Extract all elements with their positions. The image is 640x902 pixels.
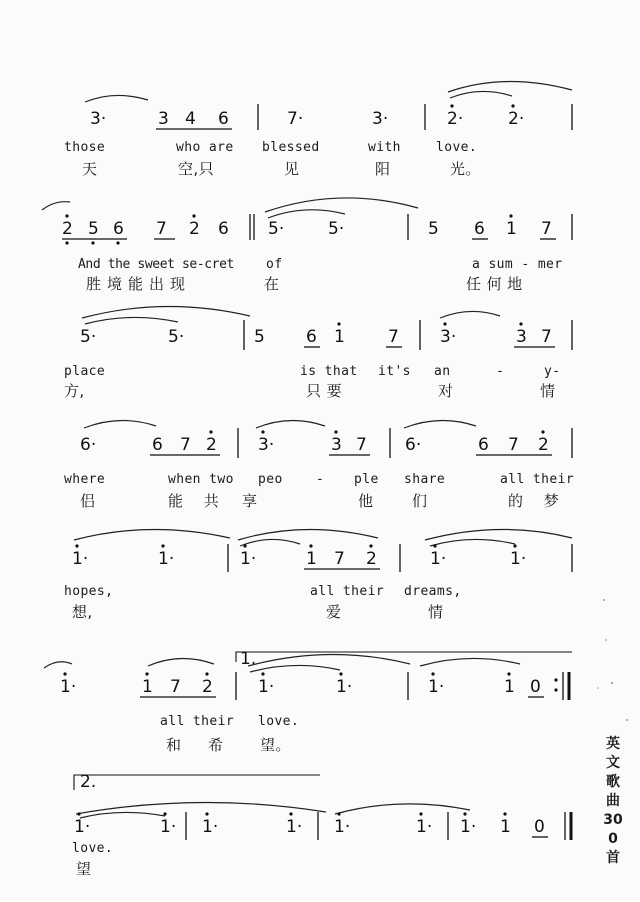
note: 5 <box>428 219 439 239</box>
note: 3 <box>158 109 169 129</box>
note: 1· <box>334 817 351 837</box>
lyric-en: love. <box>436 140 478 155</box>
lyric-zh: 能 共 <box>168 492 227 510</box>
system-2 <box>42 198 572 245</box>
note: 5 <box>88 219 99 239</box>
system-5 <box>72 529 572 572</box>
note: 7 <box>170 677 181 697</box>
note: 1· <box>202 817 219 837</box>
note: 1 <box>500 817 511 837</box>
lyric-en: is that <box>300 364 358 379</box>
system-7 <box>74 772 571 840</box>
note: 0 <box>534 817 545 837</box>
lyric-zh: 想, <box>72 603 93 621</box>
lyric-en: blessed <box>262 140 320 155</box>
lyric-en: a sum - mer <box>472 257 563 272</box>
note: 1· <box>74 817 91 837</box>
note: 1 <box>334 327 345 347</box>
scan-speckles <box>597 599 628 721</box>
note: 3· <box>372 109 389 129</box>
note: 3 <box>331 435 342 455</box>
lyric-zh: 对 <box>438 382 454 400</box>
lyric-en: all their <box>310 584 385 599</box>
note: 5· <box>328 219 345 239</box>
note: 3· <box>258 435 275 455</box>
note: 6· <box>405 435 422 455</box>
note: 4 <box>185 109 196 129</box>
note: 2 <box>189 219 200 239</box>
note: 3 <box>516 327 527 347</box>
note: 7 <box>356 435 367 455</box>
note: 7 <box>541 219 552 239</box>
lyric-en: - <box>316 472 325 487</box>
lyric-en: dreams, <box>404 584 462 599</box>
lyric-zh: 们 <box>412 492 428 510</box>
lyric-zh: 爱 <box>326 603 342 621</box>
system-4 <box>80 420 572 458</box>
note: 3· <box>440 327 457 347</box>
lyric-zh: 望。 <box>260 736 291 754</box>
lyric-zh: 情 <box>428 603 444 621</box>
lyric-zh: 任 何 地 <box>466 275 523 293</box>
note: 2 <box>366 549 377 569</box>
note: 1· <box>416 817 433 837</box>
lyric-zh: 只 要 <box>306 382 342 400</box>
note: 6· <box>80 435 97 455</box>
lyric-en: - <box>496 364 505 379</box>
note: 6 <box>218 109 229 129</box>
note: 0 <box>530 677 541 697</box>
lyric-zh: 和 <box>166 736 182 754</box>
note: 5· <box>268 219 285 239</box>
note: 7 <box>156 219 167 239</box>
lyric-zh: 情 <box>540 382 556 400</box>
lyric-zh: 阳 <box>375 160 391 178</box>
lyric-zh: 天 <box>82 160 98 178</box>
note: 2 <box>206 435 217 455</box>
lyric-en: place <box>64 364 106 379</box>
note: 1· <box>240 549 257 569</box>
note: 6 <box>474 219 485 239</box>
lyric-zh: 的 梦 <box>508 492 567 510</box>
note: 1 <box>506 219 517 239</box>
lyric-zh: 胜境能出现 <box>86 275 192 293</box>
lyric-en: where <box>64 472 106 487</box>
note: 6 <box>218 219 229 239</box>
note: 1· <box>72 549 89 569</box>
lyric-zh: 享 <box>242 492 258 510</box>
lyric-en: y- <box>544 364 561 379</box>
lyric-en: peo <box>258 472 283 487</box>
note: 1· <box>510 549 527 569</box>
lyric-en: love. <box>72 841 114 856</box>
note: 1· <box>428 677 445 697</box>
note: 1· <box>160 817 177 837</box>
lyric-en: when two <box>168 472 234 487</box>
note: 1· <box>158 549 175 569</box>
note: 2 <box>202 677 213 697</box>
note: 2· <box>447 109 464 129</box>
note: 7 <box>508 435 519 455</box>
lyric-en: share <box>404 472 446 487</box>
note: 7 <box>388 327 399 347</box>
note: 5· <box>168 327 185 347</box>
lyric-en: who are <box>176 140 234 155</box>
note: 1 <box>142 677 153 697</box>
lyric-en: an <box>434 364 451 379</box>
note: 3· <box>90 109 107 129</box>
note: 6 <box>478 435 489 455</box>
system-3 <box>80 306 572 350</box>
note: 7 <box>334 549 345 569</box>
lyric-en: hopes, <box>64 584 114 599</box>
note: 2 <box>538 435 549 455</box>
note: 2 <box>62 219 73 239</box>
volta-second-label: 2. <box>80 772 97 792</box>
note: 1· <box>336 677 353 697</box>
note: 6 <box>152 435 163 455</box>
lyric-zh: 望 <box>76 860 92 878</box>
lyric-en: it's <box>378 364 411 379</box>
lyric-en: love. <box>258 714 300 729</box>
system-6 <box>44 649 572 700</box>
note: 2· <box>508 109 525 129</box>
lyric-zh: 希 <box>208 736 224 754</box>
note: 5· <box>80 327 97 347</box>
note: 1· <box>258 677 275 697</box>
lyric-en: those <box>64 140 106 155</box>
note: 7 <box>541 327 552 347</box>
lyric-zh: 空,只 <box>178 160 214 178</box>
lyric-zh: 光。 <box>450 160 481 178</box>
lyric-en: of <box>266 257 283 272</box>
note: 7· <box>287 109 304 129</box>
note: 1· <box>430 549 447 569</box>
system-1 <box>85 81 572 130</box>
lyric-en: all their <box>500 472 575 487</box>
lyric-en: ple <box>354 472 379 487</box>
lyric-en: all their <box>160 714 235 729</box>
note: 1· <box>60 677 77 697</box>
book-title-vertical: 英文歌曲300首 <box>603 736 623 866</box>
lyric-zh: 见 <box>284 160 300 178</box>
note: 1· <box>460 817 477 837</box>
lyric-en: with <box>368 140 401 155</box>
note: 6 <box>113 219 124 239</box>
note: 6 <box>306 327 317 347</box>
lyric-zh: 侣 <box>80 492 96 510</box>
note: 1· <box>286 817 303 837</box>
note: 1 <box>306 549 317 569</box>
note: 5 <box>254 327 265 347</box>
note: 7 <box>180 435 191 455</box>
lyric-zh: 他 <box>358 492 374 510</box>
volta-first-label: 1. <box>240 649 257 669</box>
note: 1 <box>504 677 515 697</box>
lyric-en: And the sweet se-cret <box>78 257 234 272</box>
lyric-zh: 在 <box>264 275 280 293</box>
lyric-zh: 方, <box>64 382 85 400</box>
